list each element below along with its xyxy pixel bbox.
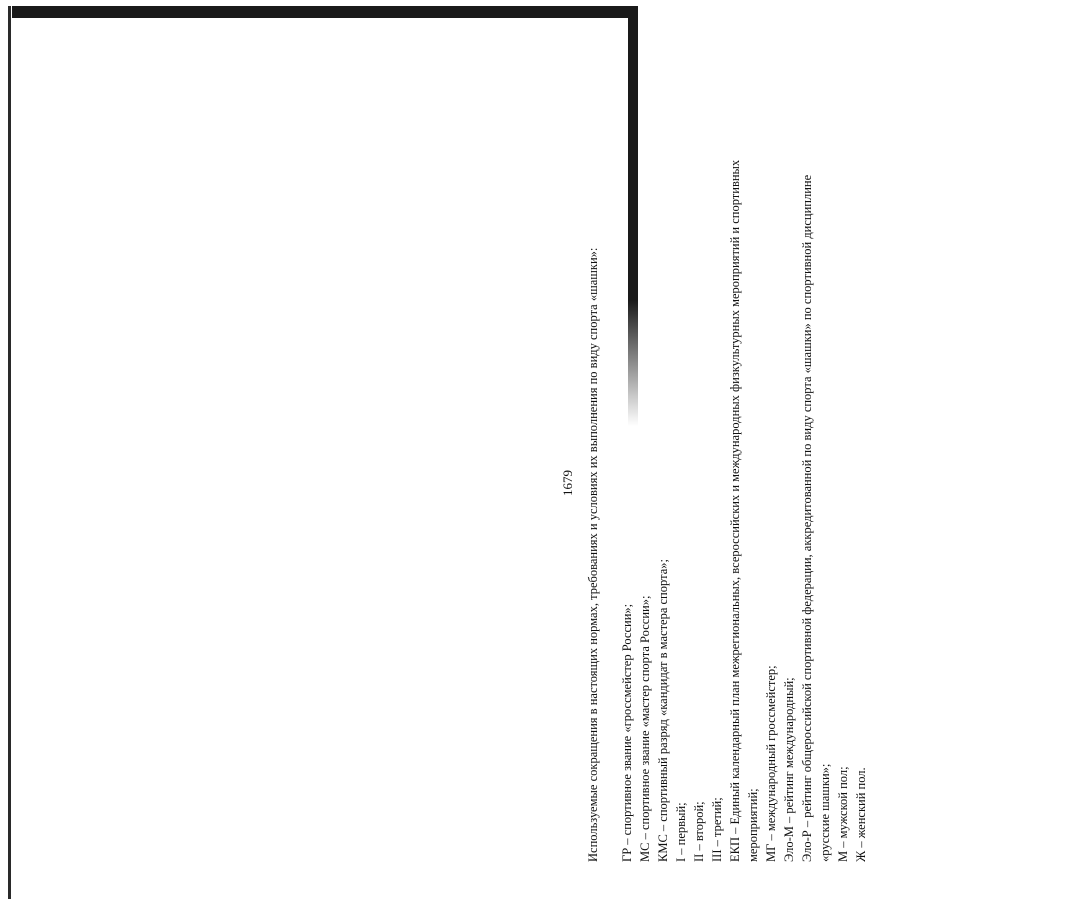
abbreviation-line: мероприятий;	[746, 788, 760, 862]
abbreviation-line: МГ – международный гроссмейстер;	[764, 665, 778, 862]
abbreviation-line: ЕКП – Единый календарный план межрегиональных, всероссийских и международных физкультурных мероприятий и спортивных	[728, 159, 742, 862]
abbreviation-line: «русские шашки»;	[818, 763, 832, 862]
abbreviation-line: III – третий;	[710, 797, 724, 862]
abbreviations-section	[584, 82, 870, 862]
abbreviation-line: Эло-М – рейтинг международный;	[782, 677, 796, 862]
abbreviation-line: МС – спортивное звание «мастер спорта России»;	[638, 595, 652, 862]
page-number: 1679	[560, 470, 575, 496]
spacer	[602, 82, 618, 862]
scan-left-edge	[8, 6, 11, 899]
scan-top-edge	[12, 6, 638, 18]
abbreviation-line: КМС – спортивный разряд «кандидат в мастера спорта»;	[656, 559, 670, 862]
abbreviation-line: ГР – спортивное звание «гроссмейстер России»;	[620, 603, 634, 862]
abbreviation-line: М – мужской пол;	[836, 766, 850, 862]
rotated-page-content	[560, 82, 1080, 862]
abbreviation-line: Ж – женский пол.	[854, 767, 868, 862]
abbreviation-line: II – второй;	[692, 801, 706, 862]
abbreviation-line: Эло-Р – рейтинг общероссийской спортивной федерации, аккредитованной по виду спорта «шашки» по спортивной дисциплине	[800, 174, 814, 862]
intro-paragraph: Используемые сокращения в настоящих нормах, требованиях и условиях их выполнения по виду спорта «шашки»:	[586, 247, 600, 862]
abbreviation-line: I – первый;	[674, 802, 688, 862]
